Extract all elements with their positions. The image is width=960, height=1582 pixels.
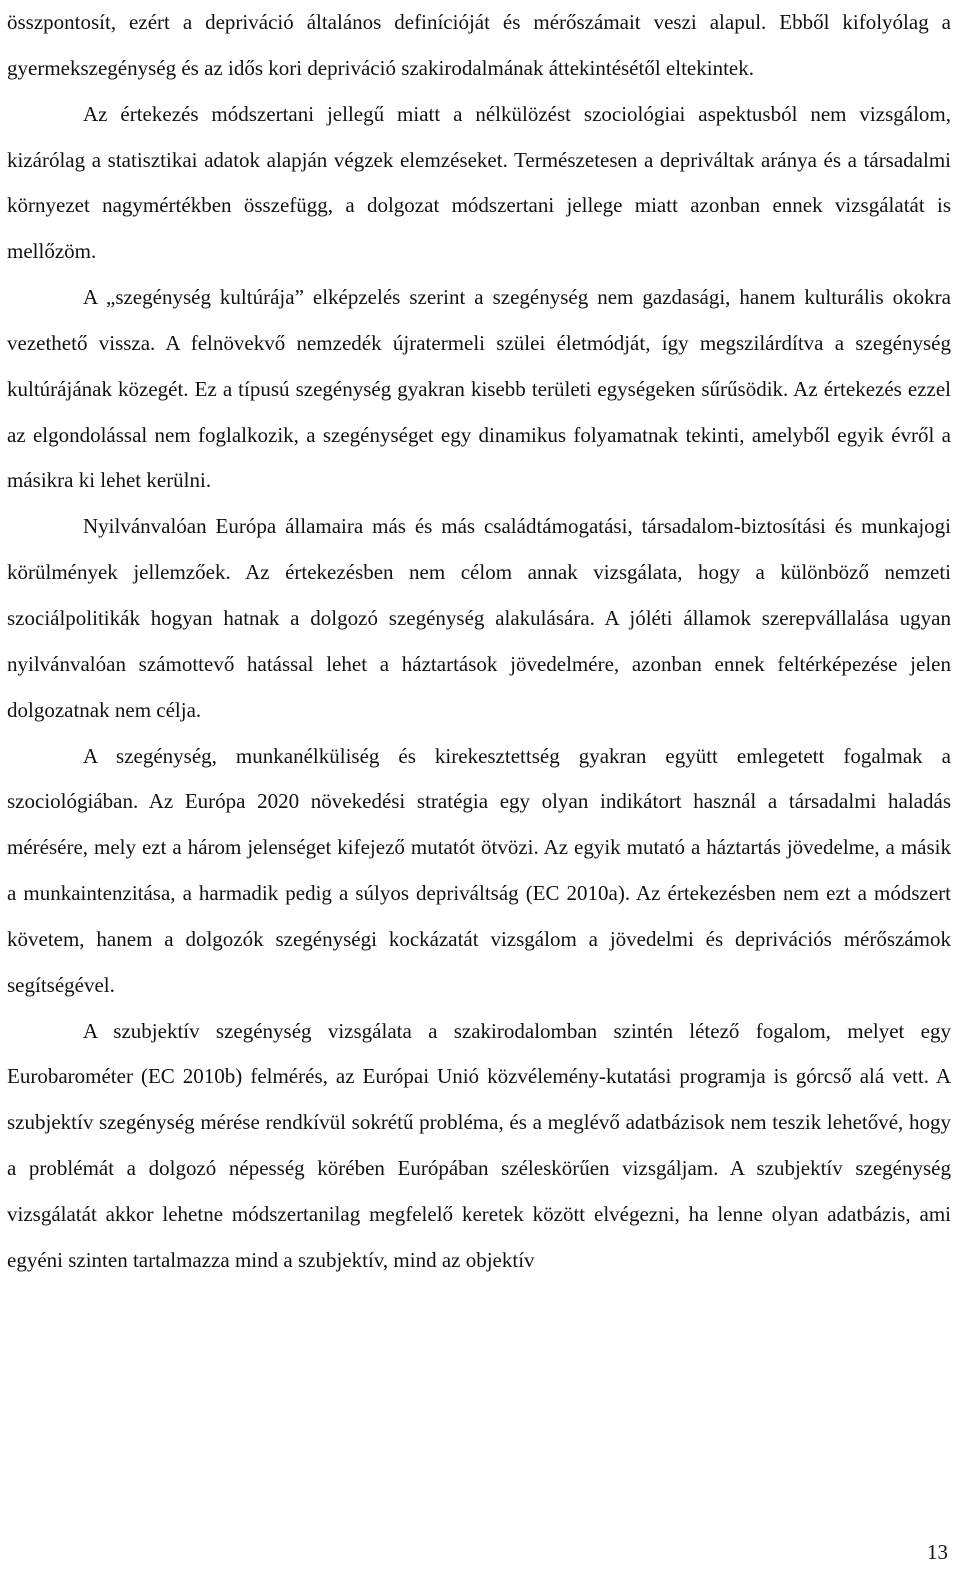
paragraph-culture-of-poverty: A „szegénység kultúrája” elképzelés szerint a szegénység nem gazdasági, hanem kulturális okokra vezethető vissza. A felnövekvő nemzedék újratermeli szülei életmódját, így megszilárdítva a szegénység kultúrájának közegét. Ez a típusú szegénység gyakran kisebb területi egységeken sűrűsödik. Az értekezés ezzel az elgondolással nem foglalkozik, a szegénységet egy dinamikus folyamatnak tekinti, amelyből egyik évről a másikra ki lehet kerülni.: [7, 285, 951, 493]
paragraph-methodology: Az értekezés módszertani jellegű miatt a nélkülözést szociológiai aspektusból nem vizsgálom, kizárólag a statisztikai adatok alapján végzek elemzéseket. Természetesen a depriváltak aránya és a társadalmi környezet nagymértékben összefügg, a dolgozat módszertani jellege miatt azonban ennek vizsgálatát is mellőzöm.: [7, 101, 951, 264]
paragraph-europe-2020: A szegénység, munkanélküliség és kirekesztettség gyakran együtt emlegetett fogalmak a szociológiában. Az Európa 2020 növekedési stratégia egy olyan indikátort használ a társadalmi haladás mérésére, mely ezt a három jelenséget kifejező mutatót ötvözi. Az egyik mutató a háztartás jövedelme, a másik a munkaintenzitása, a harmadik pedig a súlyos depriváltság (EC 2010a). Az értekezésben nem ezt a módszert követem, hanem a dolgozók szegénységi kockázatát vizsgálom a jövedelmi és deprivációs mérőszámok segítségével.: [7, 743, 951, 997]
paragraph-subjective-poverty: A szubjektív szegénység vizsgálata a szakirodalomban szintén létező fogalom, melyet egy Eurobarométer (EC 2010b) felmérés, az Európai Unió közvélemény-kutatási programja is górcső alá vett. A szubjektív szegénység mérése rendkívül sokrétű probléma, és a meglévő adatbázisok nem teszik lehetővé, hogy a problémát a dolgozó népesség körében Európában széleskörűen vizsgáljam. A szubjektív szegénység vizsgálatát akkor lehetne módszertanilag megfelelő keretek között elvégezni, ha lenne olyan adatbázis, ami egyéni szinten tartalmazza mind a szubjektív, mind az objektív: [7, 1018, 951, 1272]
paragraph-welfare-states: Nyilvánvalóan Európa államaira más és más családtámogatási, társadalom-biztosítási és munkajogi körülmények jellemzőek. Az értekezésben nem célom annak vizsgálata, hogy a különböző nemzeti szociálpolitikák hogyan hatnak a dolgozó szegénység alakulására. A jóléti államok szerepvállalása ugyan nyilvánvalóan számottevő hatással lehet a háztartások jövedelmére, azonban ennek feltérképezése jelen dolgozatnak nem célja.: [7, 514, 951, 722]
body-text: [7, 0, 951, 1284]
paragraph-continuation: összpontosít, ezért a depriváció általános definícióját és mérőszámait veszi alapul. Ebből kifolyólag a gyermekszegénység és az idős kori depriváció szakirodalmának áttekintésétől eltekintek.: [7, 10, 951, 80]
page-number: 13: [927, 1540, 948, 1564]
